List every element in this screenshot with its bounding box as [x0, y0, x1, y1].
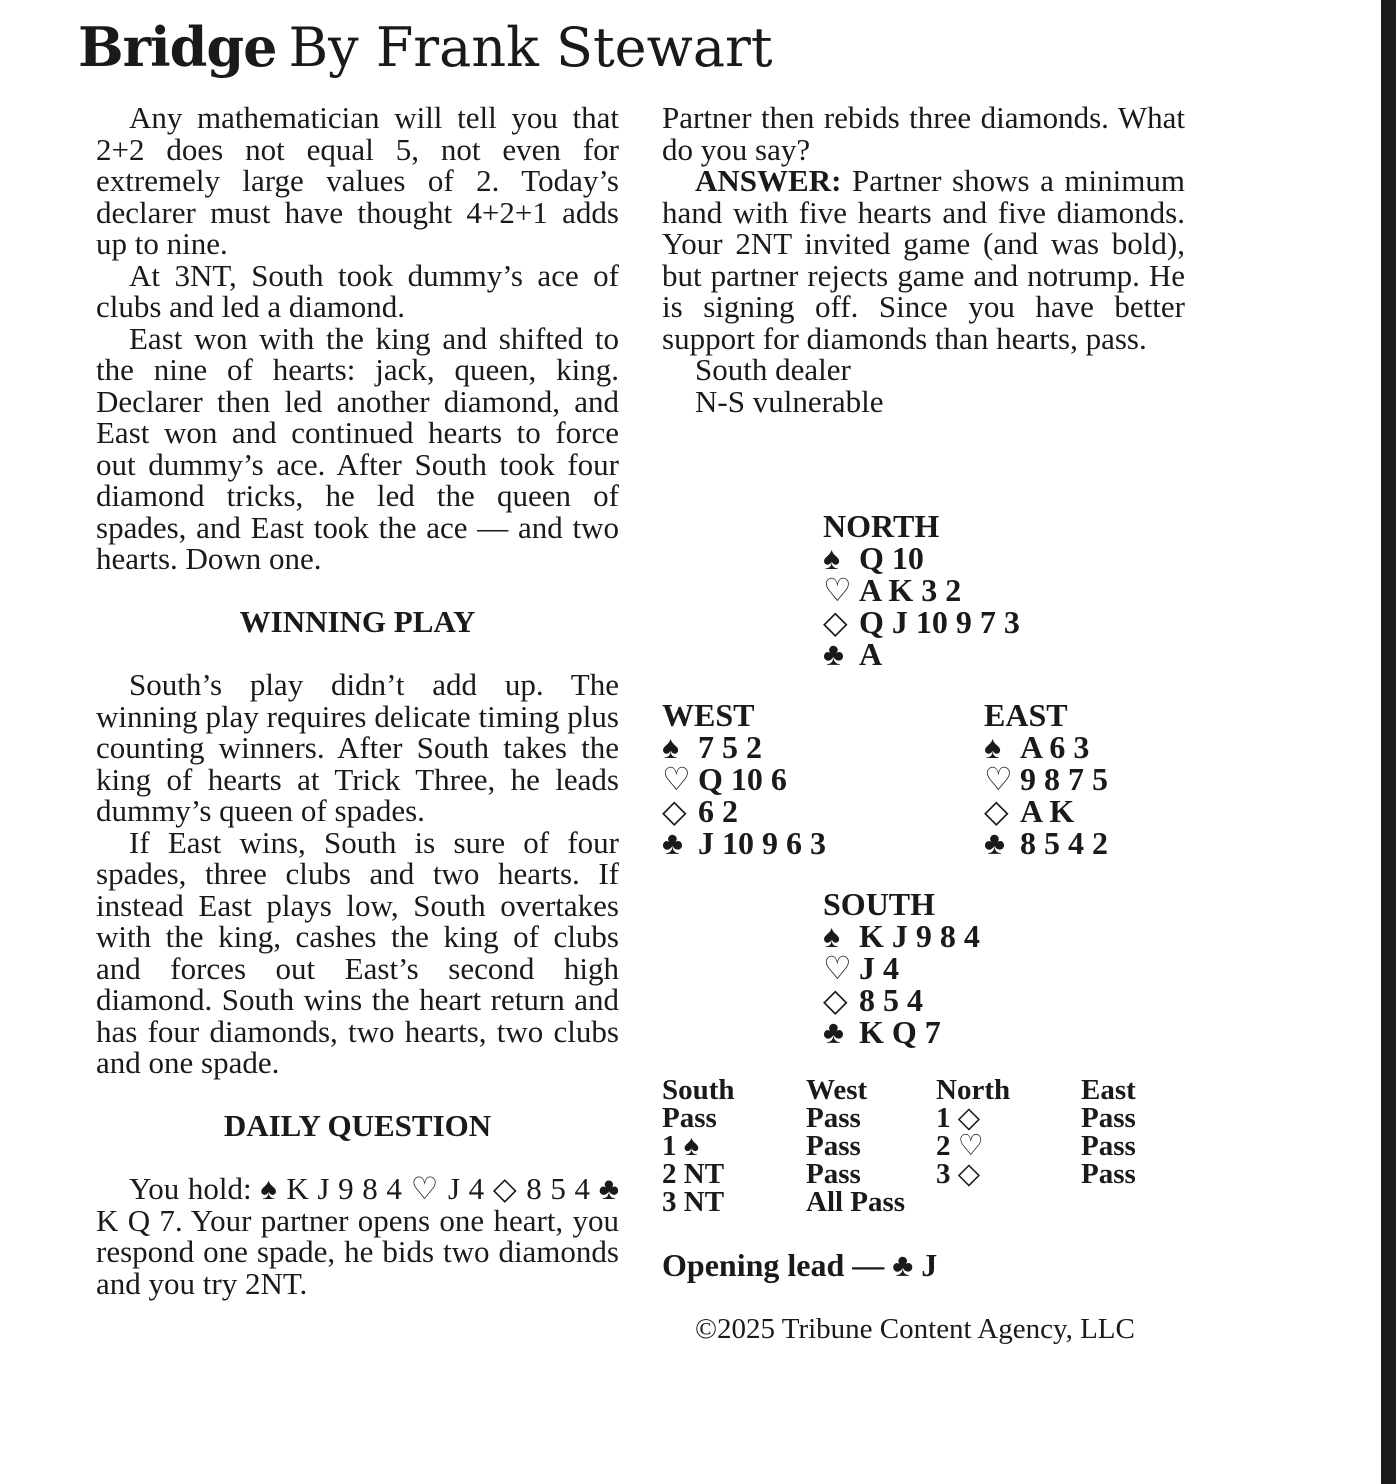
winning-play-heading: WINNING PLAY — [239, 603, 476, 639]
club-icon: ♣ — [823, 636, 844, 672]
bid-cell: Pass — [806, 1102, 861, 1134]
answer-paragraph: ANSWER: Partner shows a minimum hand with five hearts and five diamonds. Your 2NT invited game (and was bold), but partner rejects game and notrump. He is signing off. Since you have better support for diamonds than hearts, pass. — [662, 163, 1185, 356]
hand-north: NORTH ♠ Q 10 ♡ A K 3 2 ◇ Q J 10 9 7 3 ♣ A — [823, 508, 1020, 672]
spade-icon: ♠ — [823, 540, 840, 576]
dealer-line: South dealer — [695, 352, 851, 387]
article-paragraph: East won with the king and shifted to the nine of hearts: jack, queen, king. Declarer then led another diamond, and East won and continued hearts to force out dummy’s ace. After South took four diamond tricks, he led the queen of spades, and East took the ace — and two hearts. Down one. — [96, 320, 619, 576]
right-edge-bar — [1381, 0, 1396, 1484]
bid-cell: 1 ◇ — [936, 1102, 981, 1134]
bid-cell: 3 ◇ — [936, 1158, 981, 1190]
hand-name: NORTH — [823, 508, 940, 544]
hand-south: SOUTH ♠ K J 9 8 4 ♡ J 4 ◇ 8 5 4 ♣ K Q 7 — [823, 886, 980, 1050]
opening-lead-label: Opening lead — — [662, 1247, 885, 1283]
bid-cell: All Pass — [806, 1186, 906, 1218]
bid-cell: Pass — [1081, 1130, 1136, 1162]
heart-icon: ♡ — [823, 950, 852, 986]
hand-name: EAST — [984, 697, 1068, 733]
bid-cell: Pass — [806, 1130, 861, 1162]
daily-question-heading: DAILY QUESTION — [223, 1107, 492, 1143]
diamond-icon: ◇ — [823, 604, 848, 640]
spade-icon: ♠ — [662, 729, 679, 765]
heart-icon: ♡ — [984, 761, 1013, 797]
club-icon: ♣ — [984, 825, 1005, 861]
bidding-table — [662, 1076, 1182, 1216]
article-paragraph: Any mathematician will tell you that 2+2 does not equal 5, not even for extremely large values of 2. Today’s declarer must have thought 4+2+1 adds up to nine. — [96, 100, 619, 261]
club-icon: ♣ — [598, 1171, 620, 1206]
answer-label: ANSWER: — [695, 163, 842, 198]
diamond-icon: ◇ — [662, 793, 687, 829]
bidding-header-row — [662, 1076, 1182, 1104]
hand-west: WEST ♠ 7 5 2 ♡ Q 10 6 ◇ 6 2 ♣ J 10 9 6 3 — [662, 697, 826, 861]
left-column — [96, 102, 619, 1299]
bidding-row — [662, 1132, 1182, 1160]
bid-cell: Pass — [662, 1102, 717, 1134]
bid-cell: Pass — [1081, 1158, 1136, 1190]
bidding-header: North — [936, 1074, 1011, 1106]
bidding-row — [662, 1188, 1182, 1216]
bid-cell: 3 NT — [662, 1186, 725, 1218]
page-title — [78, 14, 773, 81]
vulnerability-line: N-S vulnerable — [695, 383, 884, 419]
title-byline: By Frank Stewart — [288, 16, 773, 79]
bid-cell: Pass — [806, 1158, 861, 1190]
question-continuation: Partner then rebids three diamonds. What do you say? — [662, 100, 1185, 167]
bid-cell: 1 ♠ — [662, 1130, 700, 1162]
bid-cell — [1081, 1188, 1181, 1216]
heart-icon: ♡ — [662, 761, 691, 797]
daily-question-text: You hold: ♠ K J 9 8 4 ♡ J 4 ◇ 8 5 4 ♣ K Q 7. Your partner opens one heart, you respond one spade, he bids two diamonds and you try 2NT. — [96, 1171, 620, 1301]
diamond-icon: ◇ — [823, 982, 848, 1018]
spade-icon: ♠ — [260, 1171, 278, 1206]
opening-lead-card: J — [921, 1247, 938, 1283]
article-paragraph: If East wins, South is sure of four spades, three clubs and two hearts. If instead East plays low, South overtakes with the king, cashes the king of clubs and forces out East’s second high diamond. South wins the heart return and has four diamonds, two hearts, two clubs and one spade. — [96, 824, 619, 1080]
opening-lead — [662, 1248, 937, 1282]
bidding-row — [662, 1104, 1182, 1132]
hand-name: SOUTH — [823, 886, 936, 922]
bid-cell: 2 NT — [662, 1158, 725, 1190]
article-paragraph: At 3NT, South took dummy’s ace of clubs and led a diamond. — [96, 257, 619, 324]
spade-icon: ♠ — [823, 918, 840, 954]
bidding-header: East — [1081, 1074, 1136, 1106]
copyright-notice: ©2025 Tribune Content Agency, LLC — [695, 1313, 1135, 1345]
bid-cell: 2 ♡ — [936, 1130, 984, 1162]
spade-icon: ♠ — [984, 729, 1001, 765]
diamond-icon: ◇ — [492, 1171, 518, 1206]
bidding-header: West — [806, 1074, 868, 1106]
hand-name: WEST — [662, 697, 755, 733]
hand-east: EAST ♠ A 6 3 ♡ 9 8 7 5 ◇ A K ♣ 8 5 4 2 — [984, 697, 1108, 861]
diamond-icon: ◇ — [984, 793, 1009, 829]
heart-icon: ♡ — [410, 1171, 440, 1206]
right-column — [662, 102, 1185, 417]
bid-cell — [936, 1188, 1081, 1216]
club-icon: ♣ — [892, 1247, 914, 1283]
club-icon: ♣ — [662, 825, 683, 861]
bidding-header: South — [662, 1074, 735, 1106]
club-icon: ♣ — [823, 1014, 844, 1050]
bid-cell: Pass — [1081, 1102, 1136, 1134]
title-brand: Bridge — [78, 15, 277, 79]
bidding-row — [662, 1160, 1182, 1188]
heart-icon: ♡ — [823, 572, 852, 608]
article-paragraph: South’s play didn’t add up. The winning play requires delicate timing plus counting winners. After South takes the king of hearts at Trick Three, he leads dummy’s queen of spades. — [96, 667, 619, 828]
